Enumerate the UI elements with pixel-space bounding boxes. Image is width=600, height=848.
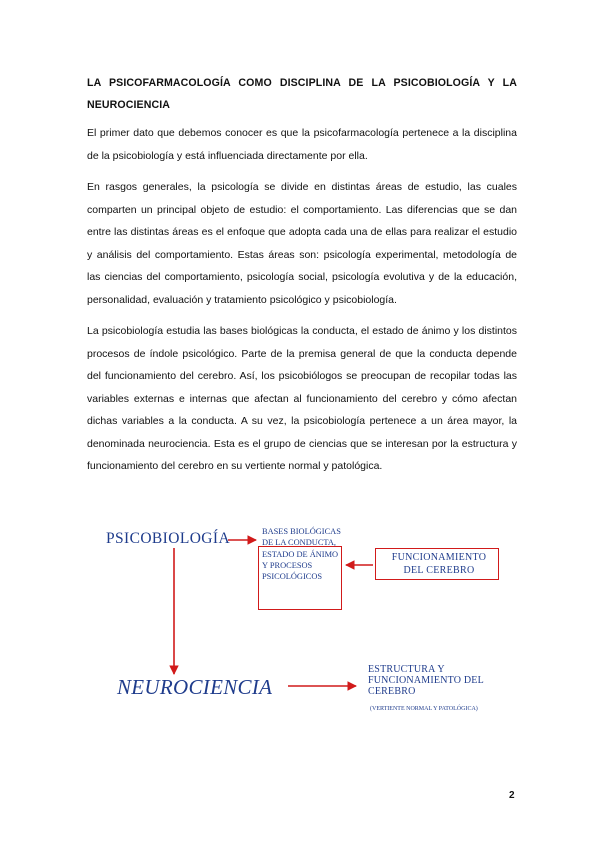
vertiente-label: (VERTIENTE NORMAL Y PATOLÓGICA) [370, 706, 478, 712]
funcionamiento-label: FUNCIONAMIENTO DEL CEREBRO [391, 552, 487, 576]
neurociencia-label: NEUROCIENCIA [117, 675, 273, 699]
paragraph-2: En rasgos generales, la psicología se divide en distintas áreas de estudio, las cuales comparten un principal objeto de estudio: el comportamiento. Las diferencias que se dan entre las distintas áreas es el enfoque que adopta cada una de ellas para realizar el estudio y análisis del comportamiento. Estas áreas son: psicología experimental, metodología de las ciencias del comportamiento, psicología social, psicología evolutiva y de la educación, personalidad, evaluación y tratamiento psicológico y psicobiología. [87, 181, 517, 306]
psicobiologia-label: PSICOBIOLOGÍA [106, 530, 231, 547]
bases-label: BASES BIOLÓGICAS DE LA CONDUCTA, ESTADO DE ÁNIMO Y PROCESOS PSICOLÓGICOS [262, 527, 341, 582]
page-number: 2 [509, 790, 515, 801]
paragraph-1: El primer dato que debemos conocer es que la psicofarmacología pertenece a la disciplina de la psicobiología y está influenciada directamente por ella. [87, 127, 517, 162]
paragraph-3: La psicobiología estudia las bases biológicas la conducta, el estado de ánimo y los distintos procesos de índole psicológico. Parte de la premisa general de que la conducta depende del funcionamiento del cerebro. Así, los psicobiólogos se preocupan de recopilar todas las variables externas e internas que afectan al funcionamiento del cerebro y cómo afectan dichas variables a la conducta. A su vez, la psicobiología pertenece a un área mayor, la denominada neurociencia. Esta es el grupo de ciencias que se interesan por la estructura y funcionamiento del cerebro en su vertiente normal y patológica. [87, 325, 517, 472]
document-title: LA PSICOFARMACOLOGÍA COMO DISCIPLINA DE LA PSICOBIOLOGÍA Y LA NEUROCIENCIA [87, 77, 517, 111]
estructura-label: ESTRUCTURA Y FUNCIONAMIENTO DEL CEREBRO [368, 664, 484, 697]
